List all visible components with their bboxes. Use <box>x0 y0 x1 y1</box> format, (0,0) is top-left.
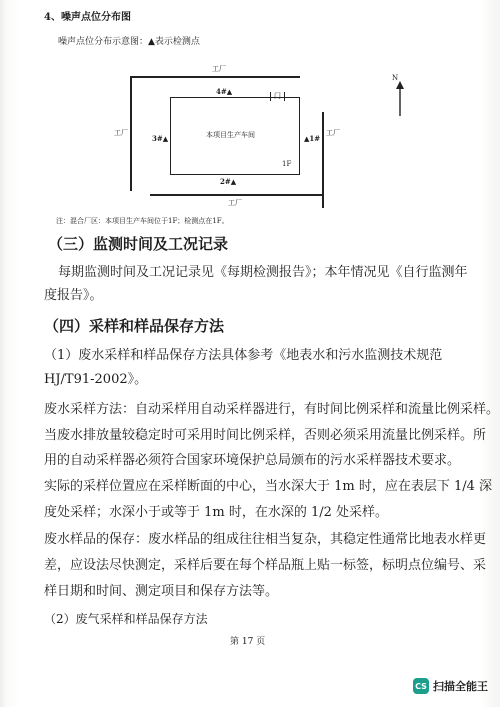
section-4-item-1-line-1: （1）废水采样和样品保存方法具体参考《地表水和污水监测技术规范 <box>44 348 443 363</box>
scanner-watermark <box>413 678 488 694</box>
detection-point-4: 4#▲ <box>216 87 233 96</box>
section-3-paragraph-line-2: 度报告》。 <box>44 288 103 303</box>
factory-label-right: 工厂 <box>326 129 340 137</box>
wastewater-sampling-line-1: 废水采样方法：自动采样用自动采样器进行，有时间比例采样和流量比例采样。 <box>44 402 500 417</box>
factory-label-bottom: 工厂 <box>228 199 242 207</box>
page-number: 第 17 页 <box>230 637 266 647</box>
gate-label: 门 <box>274 92 281 100</box>
north-arrow-icon <box>392 78 408 122</box>
section-heading: 4、噪声点位分布图 <box>44 12 131 23</box>
boundary-right-line <box>322 112 324 208</box>
wastewater-sampling-line-2: 当废水排放量较稳定时可采用时间比例采样，否则必须采用流量比例采样。所 <box>44 428 487 443</box>
section-3-title: （三）监测时间及工况记录 <box>48 235 229 253</box>
detection-point-3: 3#▲ <box>152 134 169 143</box>
boundary-top-line <box>130 76 300 78</box>
sample-storage-line-3: 样日期和时间、测定项目和保存方法等。 <box>44 584 279 599</box>
detection-point-1: ▲1# <box>304 134 321 143</box>
sampling-position-line-1: 实际的采样位置应在采样断面的中心，当水深大于 1m 时，应在表层下 1/4 深 <box>44 479 493 494</box>
floor-label: 1F <box>282 160 292 168</box>
section-4-title: （四）采样和样品保存方法 <box>44 317 225 335</box>
factory-label-left: 工厂 <box>114 129 128 137</box>
factory-label-top: 工厂 <box>212 65 226 73</box>
scanner-logo-icon: CS <box>413 678 429 694</box>
sampling-position-line-2: 度处采样；水深小于或等于 1m 时，在水深的 1/2 处采样。 <box>44 505 389 520</box>
north-label: N <box>392 74 399 82</box>
sample-storage-line-2: 差，应设法尽快测定，采样后要在每个样品瓶上贴一标签，标明点位编号、采 <box>44 558 487 573</box>
scanner-app-name: 扫描全能王 <box>433 680 488 693</box>
building-label: 本项目生产车间 <box>206 131 255 139</box>
gate-post-left <box>270 92 271 101</box>
detection-point-2: 2#▲ <box>220 177 237 186</box>
wastewater-sampling-line-3: 用的自动采样器必须符合国家环境保护总局颁布的污水采样器技术要求。 <box>44 453 461 468</box>
gate-post-right <box>284 92 285 101</box>
boundary-bottom-line <box>150 194 322 196</box>
boundary-left-line <box>130 76 132 191</box>
sample-storage-line-1: 废水样品的保存：废水样品的组成往往相当复杂，其稳定性通常比地表水样更 <box>44 532 487 547</box>
diagram-caption: 噪声点位分布示意图：▲表示检测点 <box>58 37 200 47</box>
section-4-item-1-line-2: HJ/T91-2002》。 <box>44 372 148 387</box>
diagram-note: 注：混合厂区：本项目生产车间位于1F；检测点在1F。 <box>56 217 229 225</box>
section-3-paragraph-line-1: 每期监测时间及工况记录见《每期检测报告》；本年情况见《自行监测年 <box>58 265 468 280</box>
section-4-item-2: （2）废气采样和样品保存方法 <box>44 612 208 626</box>
